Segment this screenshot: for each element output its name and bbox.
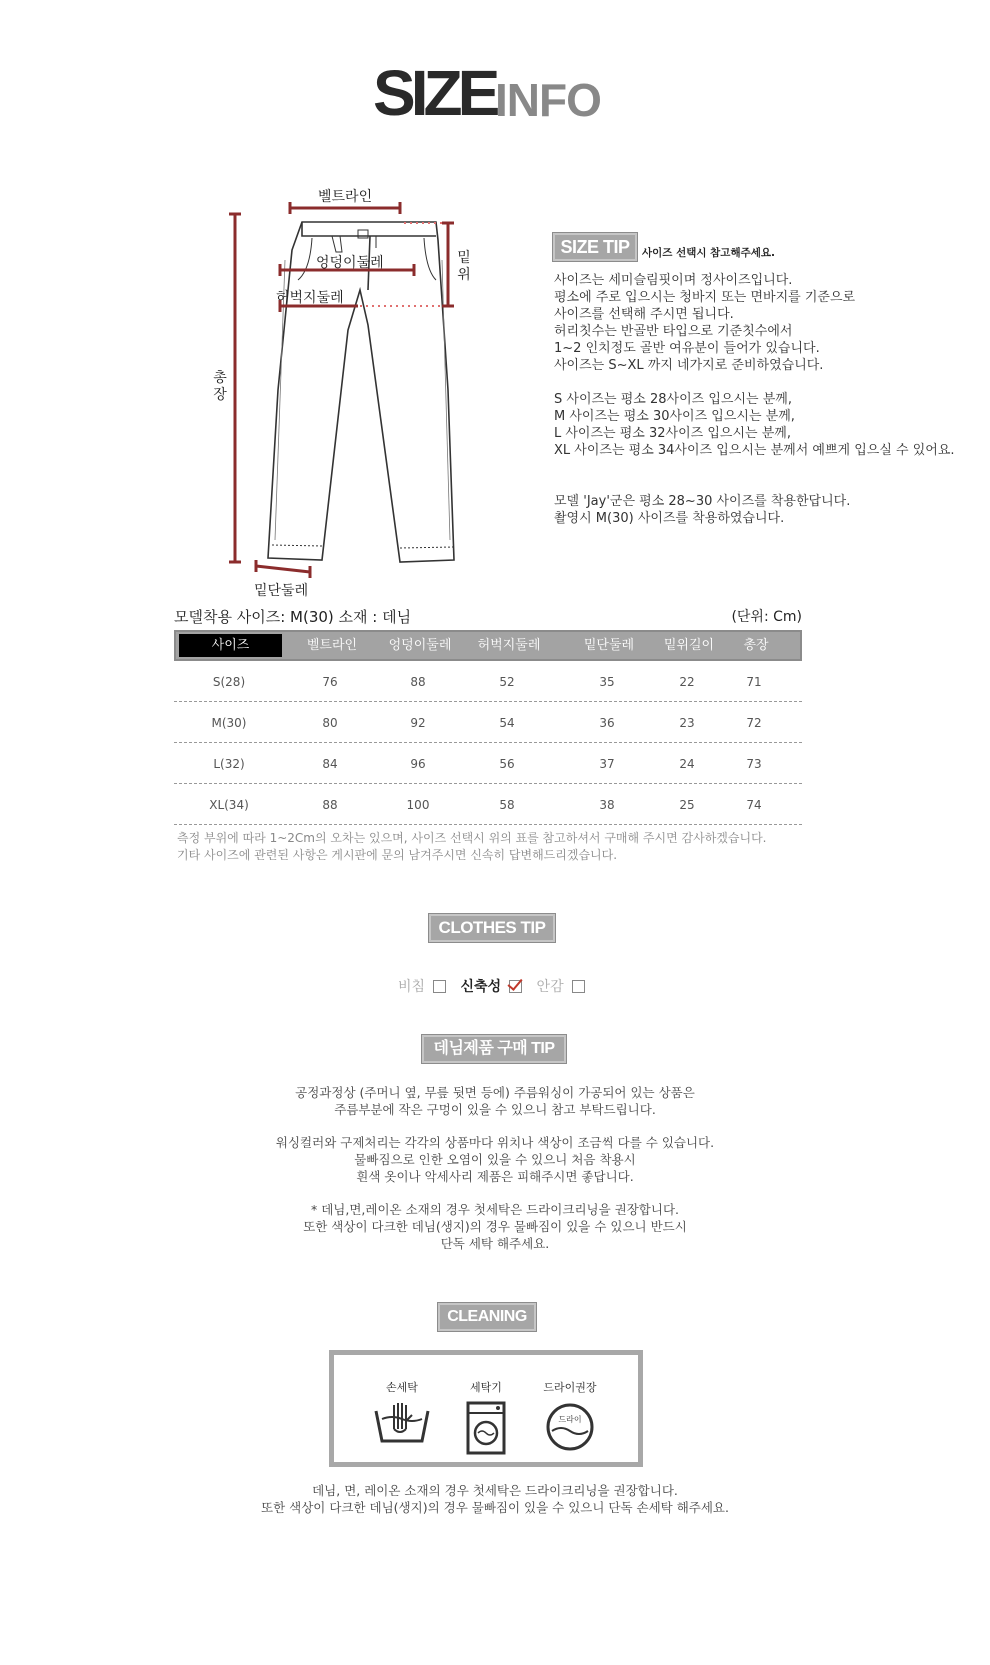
hand-wash-label: 손세탁 bbox=[386, 1381, 418, 1394]
fit-line: M 사이즈는 평소 30사이즈 입으시는 분께, bbox=[554, 409, 795, 424]
cell-size: S(28) bbox=[212, 675, 246, 689]
cell-thigh: 52 bbox=[499, 675, 515, 689]
cell-length: 74 bbox=[746, 798, 762, 812]
hip-label: 엉덩이둘레 bbox=[316, 255, 384, 271]
property-label: 비침 bbox=[398, 979, 426, 995]
cell-hem: 36 bbox=[599, 716, 615, 730]
property-see-through bbox=[398, 976, 446, 996]
thigh-label: 허벅지둘레 bbox=[276, 290, 344, 306]
cell-size: L(32) bbox=[213, 757, 245, 771]
belt-line-label: 벨트라인 bbox=[318, 189, 373, 205]
cell-rise: 23 bbox=[679, 716, 695, 730]
table-row bbox=[174, 784, 802, 825]
cell-hem: 35 bbox=[599, 675, 615, 689]
tip-line: 허리칫수는 반골반 타입으로 기준칫수에서 bbox=[554, 324, 793, 339]
property-lining bbox=[537, 976, 585, 996]
cell-size: M(30) bbox=[211, 716, 247, 730]
model-size-info: 모델착용 사이즈: M(30) 소재 : 데님 bbox=[174, 608, 412, 626]
lining-checkbox bbox=[572, 980, 585, 993]
cell-belt: 76 bbox=[322, 675, 338, 689]
fit-line: XL 사이즈는 평소 34사이즈 입으시는 분께서 예쁘게 입으실 수 있어요. bbox=[554, 443, 955, 458]
fit-line: S 사이즈는 평소 28사이즈 입으시는 분께, bbox=[554, 392, 792, 407]
washing-machine-item bbox=[446, 1355, 526, 1457]
denim-tip-badge: 데님제품 구매 TIP bbox=[421, 1034, 567, 1064]
cell-rise: 22 bbox=[679, 675, 695, 689]
denim-tip-text bbox=[0, 1084, 990, 1252]
table-note-line: 측정 부위에 따라 1~2Cm의 오차는 있으며, 사이즈 선택시 위의 표를 참고하셔서 구매해 주시면 감사하겠습니다. bbox=[177, 831, 767, 845]
cell-hip: 92 bbox=[410, 716, 426, 730]
cell-hem: 38 bbox=[599, 798, 615, 812]
property-label: 신축성 bbox=[460, 979, 502, 995]
header-thigh: 허벅지둘레 bbox=[477, 638, 541, 653]
cell-length: 72 bbox=[746, 716, 762, 730]
property-label: 안감 bbox=[536, 979, 564, 995]
cell-hem: 37 bbox=[599, 757, 615, 771]
denim-tip-line: 공정과정상 (주머니 옆, 무릎 뒷면 등에) 주름워싱이 가공되어 있는 상품은 bbox=[295, 1085, 695, 1100]
model-line: 촬영시 M(30) 사이즈를 착용하였습니다. bbox=[554, 511, 785, 526]
dry-clean-icon bbox=[540, 1401, 600, 1453]
cell-belt: 80 bbox=[322, 716, 338, 730]
tip-line: 사이즈는 S~XL 까지 네가지로 준비하였습니다. bbox=[554, 358, 824, 373]
tip-line: 평소에 주로 입으시는 청바지 또는 면바지를 기준으로 bbox=[554, 290, 856, 305]
cell-length: 71 bbox=[746, 675, 762, 689]
size-info-logo bbox=[373, 58, 633, 128]
rise-label: 밑 위 bbox=[457, 250, 471, 283]
denim-tip-line: 주름부분에 작은 구멍이 있을 수 있으니 참고 부탁드립니다. bbox=[334, 1102, 656, 1117]
dry-clean-label: 드라이권장 bbox=[543, 1381, 597, 1394]
cell-rise: 24 bbox=[679, 757, 695, 771]
cleaning-badge: CLEANING bbox=[437, 1302, 537, 1332]
size-tip-badge: SIZE TIP bbox=[552, 232, 638, 262]
fit-line: L 사이즈는 평소 32사이즈 입으시는 분께, bbox=[554, 426, 791, 441]
denim-tip-line: 물빠짐으로 인한 오염이 있을 수 있으니 처음 착용시 bbox=[354, 1152, 636, 1167]
see-through-checkbox bbox=[433, 980, 446, 993]
model-line: 모델 'Jay'군은 평소 28~30 사이즈를 착용한답니다. bbox=[554, 494, 851, 509]
cell-hip: 88 bbox=[410, 675, 426, 689]
cell-hip: 100 bbox=[406, 798, 430, 812]
header-length: 총장 bbox=[743, 638, 769, 653]
table-header bbox=[174, 630, 802, 661]
total-length-label: 총 장 bbox=[213, 370, 227, 403]
header-hip: 엉덩이둘레 bbox=[388, 638, 452, 653]
header-rise: 밑위길이 bbox=[663, 638, 715, 653]
cleaning-icons-box bbox=[329, 1350, 643, 1467]
cell-thigh: 56 bbox=[499, 757, 515, 771]
cell-belt: 88 bbox=[322, 798, 338, 812]
denim-tip-line: 흰색 옷이나 악세사리 제품은 피해주시면 좋답니다. bbox=[356, 1169, 634, 1184]
stretch-checkbox bbox=[509, 980, 522, 993]
denim-tip-line: 워싱컬러와 구제처리는 각각의 상품마다 위치나 색상이 조금씩 다를 수 있습니다. bbox=[275, 1135, 715, 1150]
header-size: 사이즈 bbox=[179, 634, 282, 657]
property-stretch bbox=[461, 976, 523, 996]
size-table bbox=[174, 630, 802, 825]
denim-tip-line: 또한 색상이 다크한 데님(생지)의 경우 물빠짐이 있을 수 있으니 반드시 bbox=[303, 1219, 687, 1234]
denim-tip-line: * 데님,면,레이온 소재의 경우 첫세탁은 드라이크리닝을 권장합니다. bbox=[310, 1202, 680, 1217]
unit-label: (단위: Cm) bbox=[731, 609, 802, 625]
logo-info-text: INFO bbox=[495, 74, 601, 126]
size-tip-body bbox=[554, 272, 984, 527]
table-row bbox=[174, 661, 802, 702]
clothes-tip-badge: CLOTHES TIP bbox=[428, 913, 556, 943]
cleaning-notes bbox=[0, 1482, 990, 1516]
header-hem: 밑단둘레 bbox=[583, 638, 635, 653]
tip-line: 1~2 인치정도 골반 여유분이 들어가 있습니다. bbox=[554, 341, 820, 356]
denim-tip-line: 단독 세탁 해주세요. bbox=[440, 1236, 550, 1251]
tip-line: 사이즈는 세미슬림핏이며 정사이즈입니다. bbox=[554, 273, 793, 288]
washing-machine-label: 세탁기 bbox=[470, 1381, 502, 1394]
hem-label: 밑단둘레 bbox=[254, 583, 309, 599]
fabric-properties bbox=[398, 976, 595, 996]
cell-rise: 25 bbox=[679, 798, 695, 812]
dry-icon-text: 드라이 bbox=[558, 1415, 582, 1424]
dry-clean-item bbox=[530, 1355, 610, 1453]
logo-size-text: SIZE bbox=[373, 57, 496, 129]
pants-outline bbox=[268, 222, 454, 562]
tip-line: 사이즈를 선택해 주시면 됩니다. bbox=[554, 307, 734, 322]
washing-machine-icon bbox=[456, 1401, 516, 1457]
cell-thigh: 58 bbox=[499, 798, 515, 812]
cell-hip: 96 bbox=[410, 757, 426, 771]
cell-belt: 84 bbox=[322, 757, 338, 771]
table-row bbox=[174, 702, 802, 743]
cleaning-note-line: 데님, 면, 레이온 소재의 경우 첫세탁은 드라이크리닝을 권장합니다. bbox=[312, 1483, 678, 1498]
pants-size-diagram bbox=[210, 190, 510, 610]
size-tip-note: 사이즈 선택시 참고해주세요. bbox=[642, 247, 776, 259]
hand-wash-item bbox=[362, 1355, 442, 1451]
cell-size: XL(34) bbox=[209, 798, 249, 812]
cell-length: 73 bbox=[746, 757, 762, 771]
table-row bbox=[174, 743, 802, 784]
header-belt: 벨트라인 bbox=[306, 638, 358, 653]
hand-wash-icon bbox=[372, 1401, 432, 1451]
cell-thigh: 54 bbox=[499, 716, 515, 730]
table-note-line: 기타 사이즈에 관련된 사항은 게시판에 문의 남겨주시면 신속히 답변해드리겠습니다. bbox=[177, 848, 618, 862]
cleaning-note-line: 또한 색상이 다크한 데님(생지)의 경우 물빠짐이 있을 수 있으니 단독 손세탁 해주세요. bbox=[261, 1500, 729, 1515]
table-notes bbox=[177, 830, 766, 864]
